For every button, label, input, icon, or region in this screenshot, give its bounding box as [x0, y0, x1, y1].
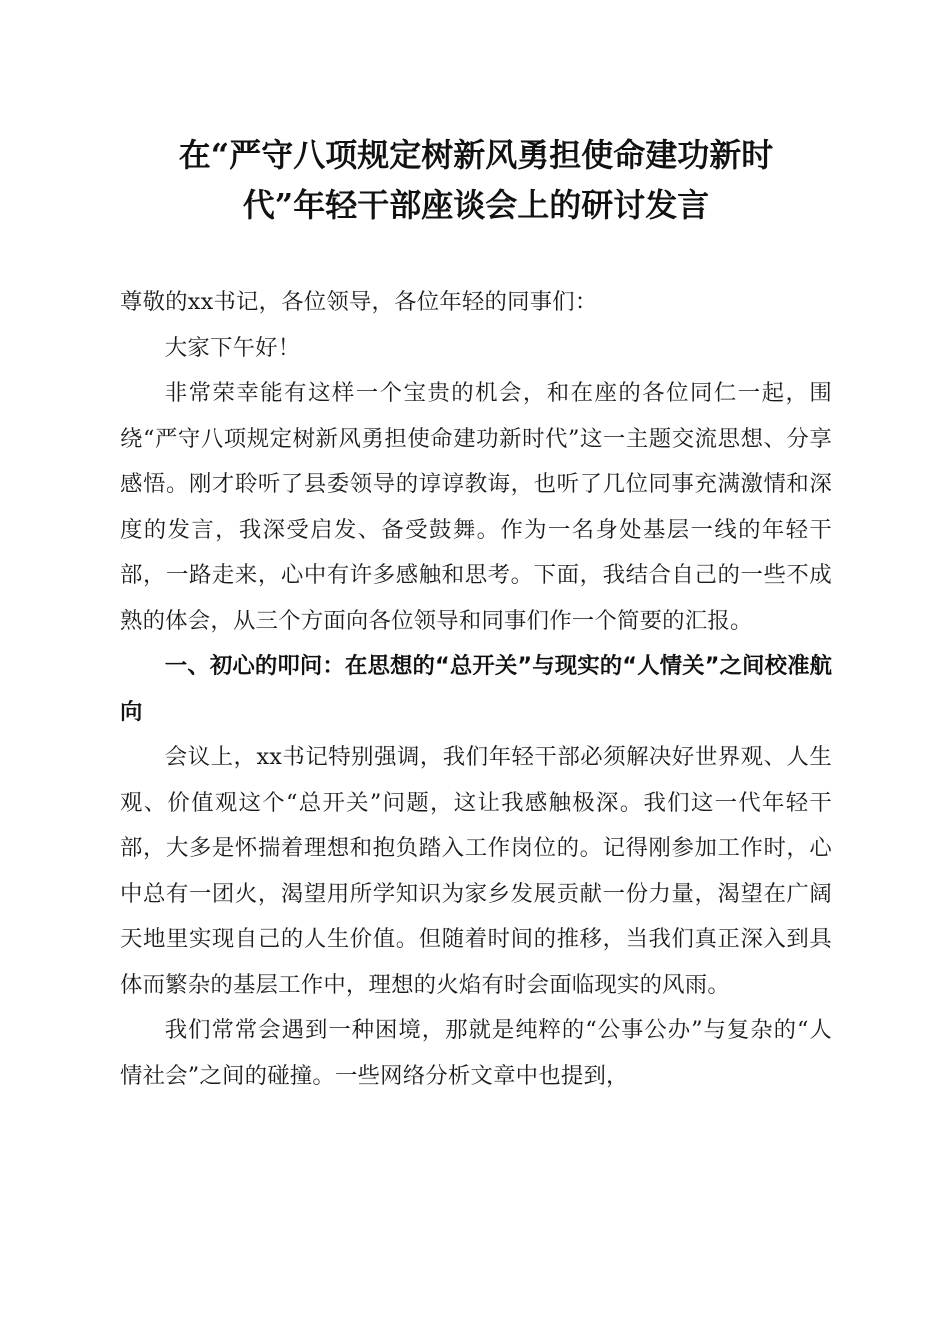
section1-paragraph-2: 我们常常会遇到一种困境，那就是纯粹的“公事公办”与复杂的“人情社会”之间的碰撞。一些网络分析文章中也提到， — [120, 1017, 832, 1089]
section1-paragraph-1: 会议上，xx书记特别强调，我们年轻干部必须解决好世界观、人生观、价值观这个“总开关”问题，这让我感触极深。我们这一代年轻干部，大多是怀揣着理想和抱负踏入工作岗位的。记得刚参加工作时，心中总有一团火，渴望用所学知识为家乡发展贡献一份力量，渴望在广阔天地里实现自己的人生价值。但随着时间的推移，当我们真正深入到具体而繁杂的基层工作中，理想的火焰有时会面临现实的风雨。 — [120, 744, 832, 998]
title-line-1: 在“严守八项规定树新风勇担使命建功新时 — [178, 136, 774, 174]
document-title — [120, 130, 832, 230]
section-heading-1: 一、初心的叩问：在思想的“总开关”与现实的“人情关”之间校准航向 — [120, 653, 832, 725]
opening-paragraph: 非常荣幸能有这样一个宝贵的机会，和在座的各位同仁一起，围绕“严守八项规定树新风勇担使命建功新时代”这一主题交流思想、分享感悟。刚才聆听了县委领导的谆谆教诲，也听了几位同事充满激情和深度的发言，我深受启发、备受鼓舞。作为一名身处基层一线的年轻干部，一路走来，心中有许多感触和思考。下面，我结合自己的一些不成熟的体会，从三个方面向各位领导和同事们作一个简要的汇报。 — [120, 380, 832, 634]
title-line-2: 代”年轻干部座谈会上的研讨发言 — [242, 186, 710, 224]
document-page — [120, 130, 832, 1099]
salutation: 尊敬的xx书记，各位领导，各位年轻的同事们： — [120, 289, 598, 315]
greeting: 大家下午好！ — [164, 334, 301, 361]
